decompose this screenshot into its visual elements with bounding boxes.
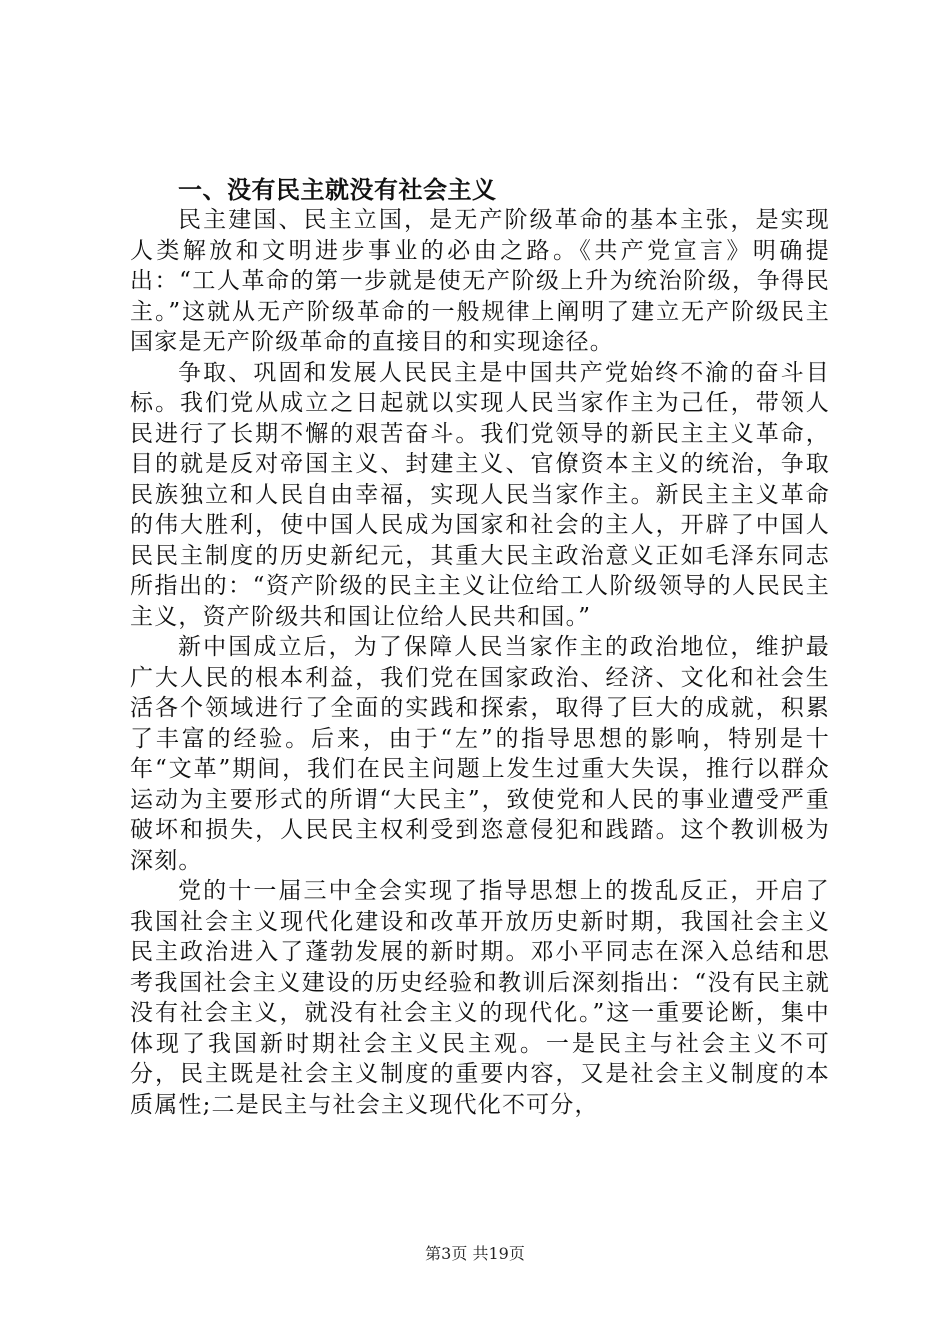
- page-total: 共19页: [472, 1244, 525, 1263]
- paragraph-1: 民主建国、民主立国，是无产阶级革命的基本主张，是实现人类解放和文明进步事业的必由之路。《共产党宣言》明确提出：“工人革命的第一步就是使无产阶级上升为统治阶级，争得民主。”这就从无产阶级革命的一般规律上阐明了建立无产阶级民主国家是无产阶级革命的直接目的和实现途径。: [130, 207, 830, 355]
- page-number: 第3页: [425, 1244, 468, 1263]
- section-heading: 一、没有民主就没有社会主义: [178, 176, 497, 204]
- document-body: [130, 175, 830, 1120]
- paragraph-4: 党的十一届三中全会实现了指导思想上的拨乱反正，开启了我国社会主义现代化建设和改革开放历史新时期，我国社会主义民主政治进入了蓬勃发展的新时期。邓小平同志在深入总结和思考我国社会主义建设的历史经验和教训后深刻指出：“没有民主就没有社会主义，就没有社会主义的现代化。”这一重要论断，集中体现了我国新时期社会主义民主观。一是民主与社会主义不可分，民主既是社会主义制度的重要内容，又是社会主义制度的本质属性;二是民主与社会主义现代化不可分，: [130, 878, 830, 1118]
- paragraph-3: 新中国成立后，为了保障人民当家作主的政治地位，维护最广大人民的根本利益，我们党在国家政治、经济、文化和社会生活各个领域进行了全面的实践和探索，取得了巨大的成就，积累了丰富的经验。后来，由于“左”的指导思想的影响，特别是十年“文革”期间，我们在民主问题上发生过重大失误，推行以群众运动为主要形式的所谓“大民主”，致使党和人民的事业遭受严重破坏和损失，人民民主权利受到恣意侵犯和践踏。这个教训极为深刻。: [130, 634, 830, 874]
- paragraph-2: 争取、巩固和发展人民民主是中国共产党始终不渝的奋斗目标。我们党从成立之日起就以实现人民当家作主为己任，带领人民进行了长期不懈的艰苦奋斗。我们党领导的新民主主义革命，目的就是反对帝国主义、封建主义、官僚资本主义的统治，争取民族独立和人民自由幸福，实现人民当家作主。新民主主义革命的伟大胜利，使中国人民成为国家和社会的主人，开辟了中国人民民主制度的历史新纪元，其重大民主政治意义正如毛泽东同志所指出的：“资产阶级的民主主义让位给工人阶级领导的人民民主主义，资产阶级共和国让位给人民共和国。”: [130, 359, 830, 630]
- page-footer: [0, 1244, 950, 1264]
